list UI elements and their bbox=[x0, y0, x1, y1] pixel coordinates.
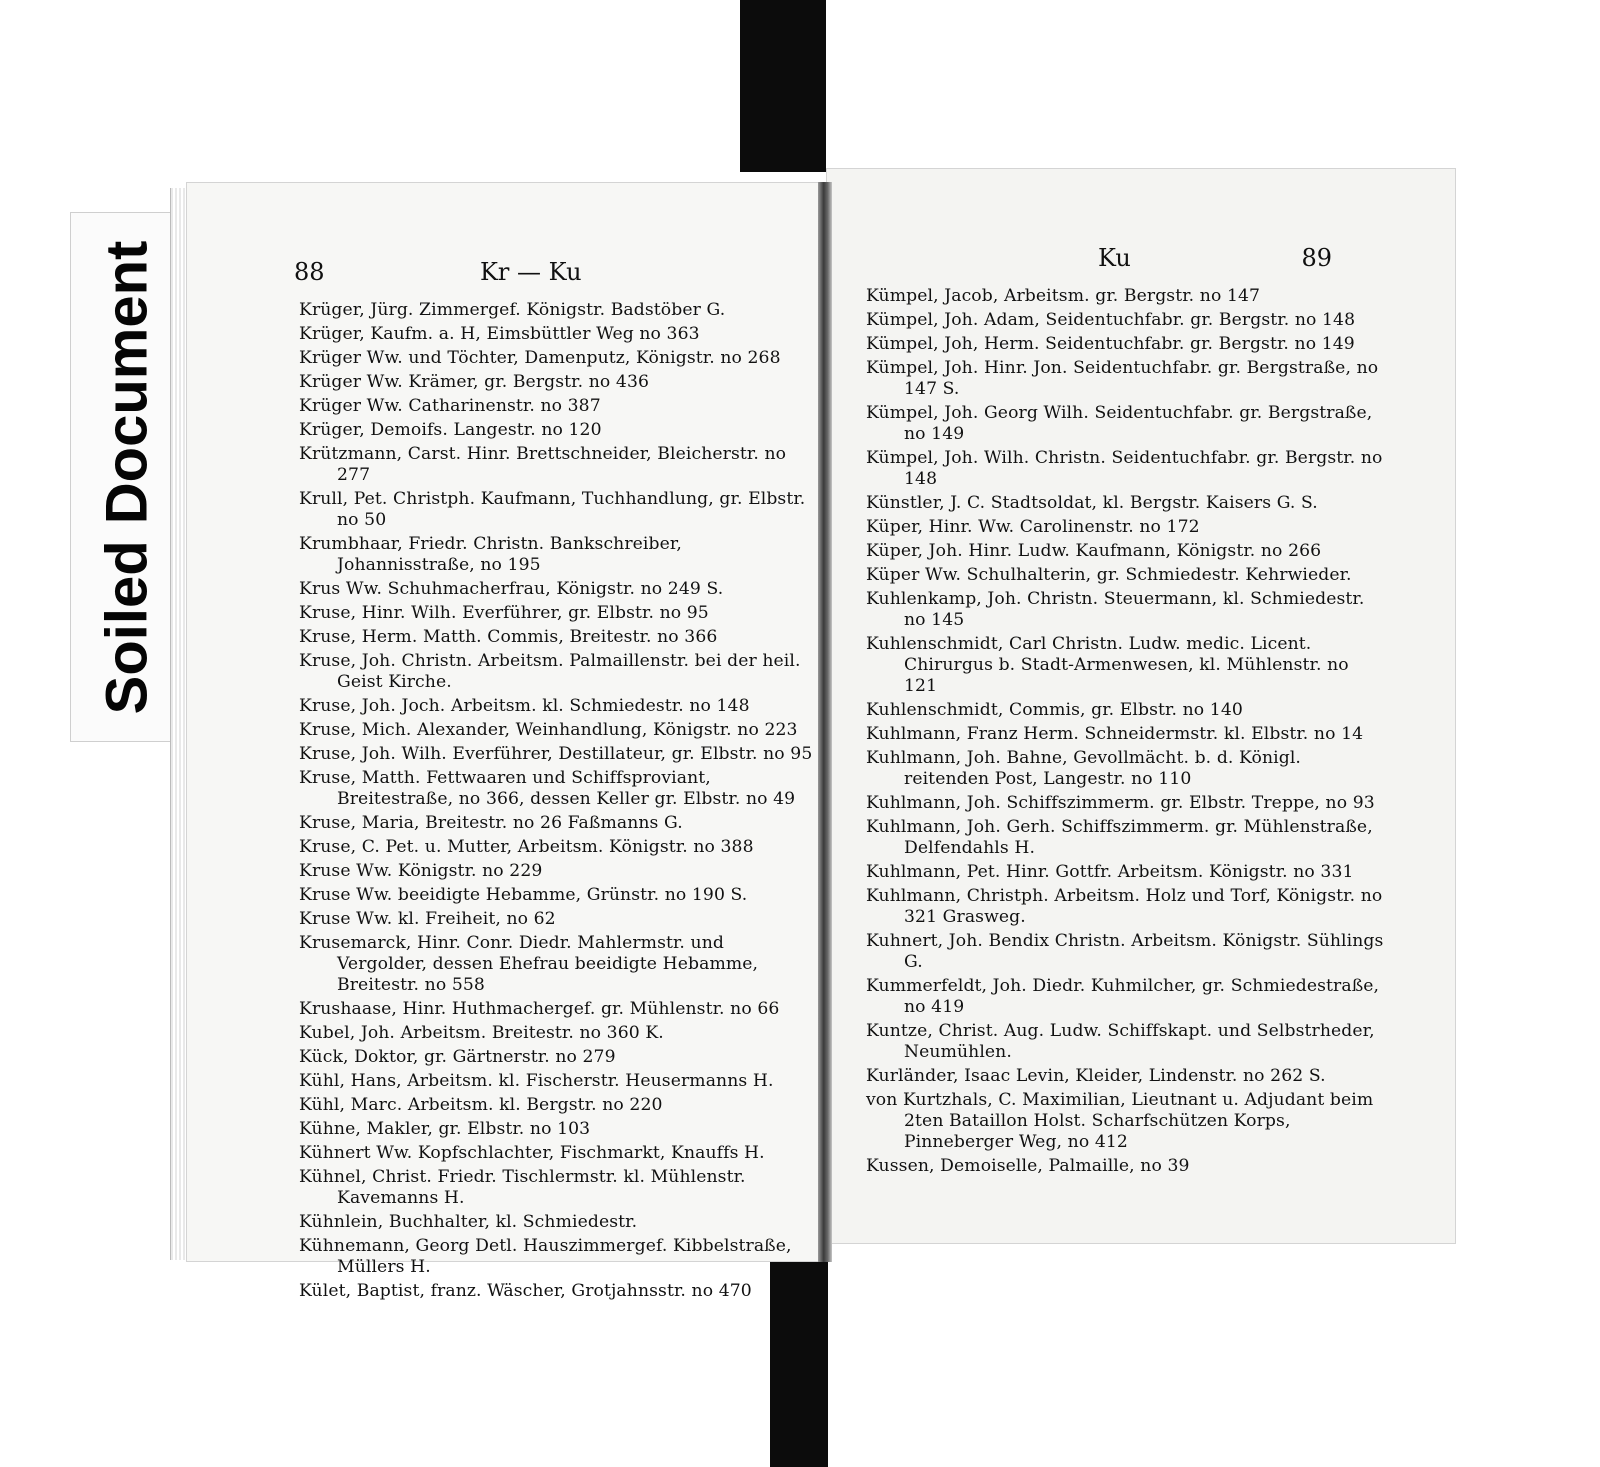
directory-entry: Kület, Baptist, franz. Wäscher, Grotjahnsstr. no 470 bbox=[299, 1281, 752, 1301]
directory-entry: Kubel, Joh. Arbeitsm. Breitestr. no 360 K. bbox=[299, 1023, 664, 1043]
directory-entry: Kuhlenkamp, Joh. Christn. Steuermann, kl. Schmiedestr. no 145 bbox=[866, 589, 1365, 630]
directory-entry: Krushaase, Hinr. Huthmachergef. gr. Mühlenstr. no 66 bbox=[299, 999, 780, 1019]
directory-entry: Kück, Doktor, gr. Gärtnerstr. no 279 bbox=[299, 1047, 616, 1067]
directory-entry: Kurländer, Isaac Levin, Kleider, Lindenstr. no 262 S. bbox=[866, 1066, 1326, 1086]
directory-entry: Kruse, Joh. Christn. Arbeitsm. Palmaillenstr. bei der heil. Geist Kirche. bbox=[299, 651, 801, 692]
directory-entry: Kruse, Herm. Matth. Commis, Breitestr. no 366 bbox=[299, 627, 718, 647]
directory-entry: Kuhnert, Joh. Bendix Christn. Arbeitsm. Königstr. Sühlings G. bbox=[866, 931, 1384, 972]
directory-entry: Krull, Pet. Christph. Kaufmann, Tuchhandlung, gr. Elbstr. no 50 bbox=[299, 489, 806, 530]
directory-entry: Kruse, Joh. Wilh. Everführer, Destillateur, gr. Elbstr. no 95 bbox=[299, 744, 813, 764]
directory-entry: Küper, Hinr. Ww. Carolinenstr. no 172 bbox=[866, 517, 1200, 537]
running-head: Ku bbox=[1098, 244, 1131, 272]
directory-entry: Kümpel, Jacob, Arbeitsm. gr. Bergstr. no 147 bbox=[866, 286, 1261, 306]
directory-entry: Krüger, Jürg. Zimmergef. Königstr. Badstöber G. bbox=[299, 300, 726, 320]
directory-entry: Krüger Ww. Catharinenstr. no 387 bbox=[299, 396, 601, 416]
right-page-header bbox=[826, 244, 1456, 284]
directory-entry: Krüger, Kaufm. a. H, Eimsbüttler Weg no 363 bbox=[299, 324, 700, 344]
directory-entry: Küper Ww. Schulhalterin, gr. Schmiedestr. Kehrwieder. bbox=[866, 565, 1352, 585]
directory-entry: Kühnemann, Georg Detl. Hauszimmergef. Kibbelstraße, Müllers H. bbox=[299, 1236, 792, 1277]
directory-entry: Kruse, Matth. Fettwaaren und Schiffsproviant, Breitestraße, no 366, dessen Keller gr. Elbstr. no 49 bbox=[299, 768, 796, 809]
directory-entry: Kühl, Marc. Arbeitsm. kl. Bergstr. no 220 bbox=[299, 1095, 663, 1115]
directory-entries bbox=[299, 300, 819, 1305]
directory-entries bbox=[866, 286, 1386, 1180]
directory-entry: Kuhlmann, Franz Herm. Schneidermstr. kl. Elbstr. no 14 bbox=[866, 724, 1364, 744]
directory-entry: Kümpel, Joh. Georg Wilh. Seidentuchfabr. gr. Bergstraße, no 149 bbox=[866, 403, 1373, 444]
directory-entry: Kuhlmann, Joh. Schiffszimmerm. gr. Elbstr. Treppe, no 93 bbox=[866, 793, 1375, 813]
directory-entry: Kühl, Hans, Arbeitsm. kl. Fischerstr. Heusermanns H. bbox=[299, 1071, 774, 1091]
directory-entry: Kuhlmann, Pet. Hinr. Gottfr. Arbeitsm. Königstr. no 331 bbox=[866, 862, 1354, 882]
directory-entry: Kühnert Ww. Kopfschlachter, Fischmarkt, Knauffs H. bbox=[299, 1143, 765, 1163]
page-number: 88 bbox=[294, 258, 325, 286]
directory-entry: Kümpel, Joh. Hinr. Jon. Seidentuchfabr. gr. Bergstraße, no 147 S. bbox=[866, 358, 1379, 399]
directory-entry: Kuhlmann, Christph. Arbeitsm. Holz und Torf, Königstr. no 321 Grasweg. bbox=[866, 886, 1383, 927]
directory-entry: Künstler, J. C. Stadtsoldat, kl. Bergstr. Kaisers G. S. bbox=[866, 493, 1318, 513]
directory-entry: Kruse, Joh. Joch. Arbeitsm. kl. Schmiedestr. no 148 bbox=[299, 696, 750, 716]
directory-entry: Kruse, Hinr. Wilh. Everführer, gr. Elbstr. no 95 bbox=[299, 603, 709, 623]
directory-entry: Kruse, Maria, Breitestr. no 26 Faßmanns G. bbox=[299, 813, 683, 833]
directory-entry: Kuhlmann, Joh. Gerh. Schiffszimmerm. gr. Mühlenstraße, Delfendahls H. bbox=[866, 817, 1373, 858]
directory-entry: Kummerfeldt, Joh. Diedr. Kuhmilcher, gr. Schmiedestraße, no 419 bbox=[866, 976, 1380, 1017]
directory-entry: Kruse, Mich. Alexander, Weinhandlung, Königstr. no 223 bbox=[299, 720, 798, 740]
directory-entry: Kühnel, Christ. Friedr. Tischlermstr. kl. Mühlenstr. Kavemanns H. bbox=[299, 1167, 746, 1208]
directory-entry: Kümpel, Joh. Wilh. Christn. Seidentuchfabr. gr. Bergstr. no 148 bbox=[866, 448, 1383, 489]
directory-entry: Kuhlenschmidt, Commis, gr. Elbstr. no 140 bbox=[866, 700, 1243, 720]
directory-entry: Krumbhaar, Friedr. Christn. Bankschreiber, Johannisstraße, no 195 bbox=[299, 534, 682, 575]
running-head: Kr — Ku bbox=[480, 258, 582, 286]
directory-entry: Kruse, C. Pet. u. Mutter, Arbeitsm. Königstr. no 388 bbox=[299, 837, 754, 857]
left-page-header bbox=[186, 258, 822, 298]
directory-entry: Krützmann, Carst. Hinr. Brettschneider, Bleicherstr. no 277 bbox=[299, 444, 787, 485]
directory-entry: Kuntze, Christ. Aug. Ludw. Schiffskapt. und Selbstrheder, Neumühlen. bbox=[866, 1021, 1375, 1062]
directory-entry: Krüger Ww. und Töchter, Damenputz, Königstr. no 268 bbox=[299, 348, 781, 368]
directory-entry: Krusemarck, Hinr. Conr. Diedr. Mahlermstr. und Vergolder, dessen Ehefrau beeidigte Hebamme, Breitestr. no 558 bbox=[299, 933, 759, 995]
page-number: 89 bbox=[1301, 244, 1332, 272]
directory-entry: Kümpel, Joh, Herm. Seidentuchfabr. gr. Bergstr. no 149 bbox=[866, 334, 1355, 354]
directory-entry: Kruse Ww. kl. Freiheit, no 62 bbox=[299, 909, 556, 929]
directory-entry: Krüger Ww. Krämer, gr. Bergstr. no 436 bbox=[299, 372, 650, 392]
directory-entry: Kümpel, Joh. Adam, Seidentuchfabr. gr. Bergstr. no 148 bbox=[866, 310, 1356, 330]
tag-label: Soiled Document bbox=[94, 240, 160, 714]
directory-entry: Kühne, Makler, gr. Elbstr. no 103 bbox=[299, 1119, 591, 1139]
book-gutter bbox=[818, 182, 832, 1262]
directory-entry: Kruse Ww. beeidigte Hebamme, Grünstr. no 190 S. bbox=[299, 885, 748, 905]
directory-entry: von Kurtzhals, C. Maximilian, Lieutnant u. Adjudant beim 2ten Bataillon Holst. Scharfschützen Korps, Pinneberger Weg, no 412 bbox=[866, 1090, 1374, 1152]
directory-entry: Krüger, Demoifs. Langestr. no 120 bbox=[299, 420, 602, 440]
directory-entry: Kruse Ww. Königstr. no 229 bbox=[299, 861, 543, 881]
directory-entry: Kühnlein, Buchhalter, kl. Schmiedestr. bbox=[299, 1212, 638, 1232]
right-page bbox=[826, 168, 1456, 1244]
soiled-document-tag bbox=[70, 212, 184, 742]
binding-ribbon-top bbox=[740, 0, 826, 172]
directory-entry: Kuhlenschmidt, Carl Christn. Ludw. medic. Licent. Chirurgus b. Stadt-Armenwesen, kl. Mühlenstr. no 121 bbox=[866, 634, 1349, 696]
directory-entry: Kussen, Demoiselle, Palmaille, no 39 bbox=[866, 1156, 1190, 1176]
directory-entry: Krus Ww. Schuhmacherfrau, Königstr. no 249 S. bbox=[299, 579, 724, 599]
left-page bbox=[186, 182, 822, 1301]
directory-entry: Küper, Joh. Hinr. Ludw. Kaufmann, Königstr. no 266 bbox=[866, 541, 1322, 561]
directory-entry: Kuhlmann, Joh. Bahne, Gevollmächt. b. d. Königl. reitenden Post, Langestr. no 110 bbox=[866, 748, 1301, 789]
